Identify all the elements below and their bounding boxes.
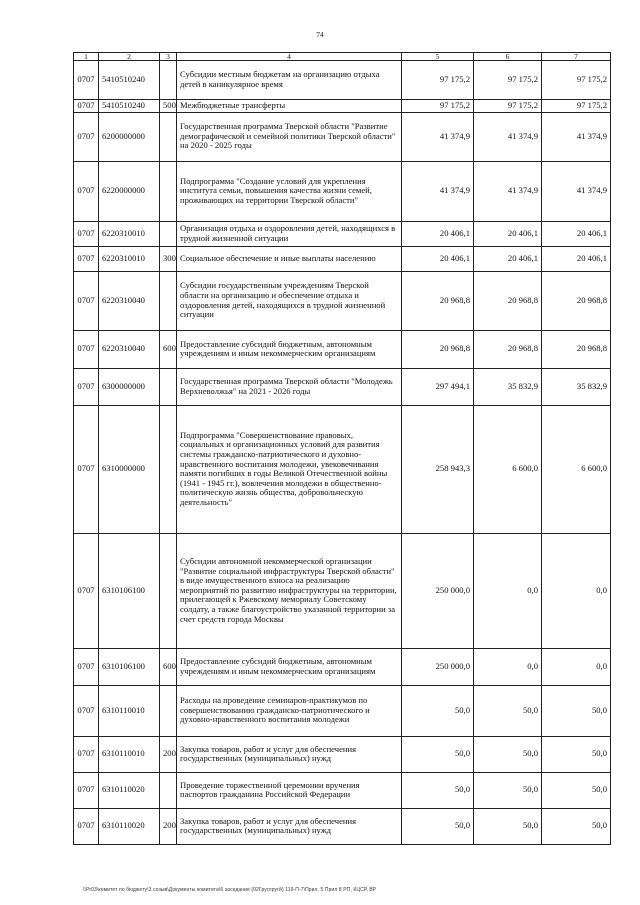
target-article-cell: 6310000000	[99, 405, 160, 533]
amount-year1-cell: 97 175,2	[402, 100, 474, 113]
table-row	[74, 112, 611, 161]
column-number: 2	[99, 53, 160, 61]
section-code-cell: 0707	[74, 221, 99, 246]
budget-table	[73, 52, 611, 845]
amount-year2-cell: 20 968,8	[474, 271, 542, 330]
amount-year2-cell: 0,0	[474, 533, 542, 648]
expense-type-cell: 200	[160, 808, 177, 844]
item-name-cell: Межбюджетные трансферты	[177, 100, 402, 113]
amount-year3-cell: 50,0	[542, 736, 611, 772]
amount-year2-cell: 50,0	[474, 685, 542, 736]
amount-year2-cell: 20 406,1	[474, 246, 542, 271]
amount-year1-cell: 20 968,8	[402, 271, 474, 330]
amount-year2-cell: 41 374,9	[474, 161, 542, 221]
item-name-cell: Субсидии автономной некоммерческой организации "Развитие социальной инфраструктуры Тверской области" в виде имущественного взноса на реализацию мероприятий по развитию инфраструктуры на территории, прилегающей к Ржевскому мемориалу Советскому солдату, а также благоустройство указанной территории за счет средств города Москвы	[177, 533, 402, 648]
amount-year1-cell: 258 943,3	[402, 405, 474, 533]
amount-year3-cell: 50,0	[542, 772, 611, 808]
table-row	[74, 405, 611, 533]
section-code-cell: 0707	[74, 533, 99, 648]
table-row	[74, 221, 611, 246]
section-code-cell: 0707	[74, 685, 99, 736]
target-article-cell: 6310106100	[99, 533, 160, 648]
table-row	[74, 533, 611, 648]
item-name-cell: Расходы на проведение семинаров-практикумов по совершенствованию гражданско-патриотического и духовно-нравственного воспитания молодежи	[177, 685, 402, 736]
section-code-cell: 0707	[74, 405, 99, 533]
amount-year2-cell: 20 406,1	[474, 221, 542, 246]
target-article-cell: 5410510240	[99, 100, 160, 113]
section-code-cell: 0707	[74, 648, 99, 685]
expense-type-cell	[160, 368, 177, 405]
table-row	[74, 246, 611, 271]
item-name-cell: Предоставление субсидий бюджетным, автономным учреждениям и иным некоммерческим организациям	[177, 648, 402, 685]
amount-year1-cell: 50,0	[402, 685, 474, 736]
item-name-cell: Субсидии государственным учреждениям Тверской области на организацию и обеспечение отдыха и оздоровления детей, находящихся в трудной жизненной ситуации	[177, 271, 402, 330]
item-name-cell: Подпрограмма "Создание условий для укрепления института семьи, повышения качества жизни семей, проживающих на территории Тверской области"	[177, 161, 402, 221]
amount-year2-cell: 35 832,9	[474, 368, 542, 405]
table-row	[74, 100, 611, 113]
section-code-cell: 0707	[74, 161, 99, 221]
table-row	[74, 61, 611, 100]
target-article-cell: 6220310040	[99, 271, 160, 330]
item-name-cell: Закупка товаров, работ и услуг для обеспечения государственных (муниципальных) нужд	[177, 808, 402, 844]
item-name-cell: Субсидии местным бюджетам на организацию отдыха детей в каникулярное время	[177, 61, 402, 100]
target-article-cell: 6310110010	[99, 685, 160, 736]
target-article-cell: 6220310010	[99, 246, 160, 271]
table-row	[74, 330, 611, 368]
amount-year2-cell: 97 175,2	[474, 61, 542, 100]
column-number-row	[74, 53, 611, 61]
amount-year3-cell: 50,0	[542, 808, 611, 844]
amount-year3-cell: 0,0	[542, 533, 611, 648]
amount-year1-cell: 41 374,9	[402, 112, 474, 161]
item-name-cell: Социальное обеспечение и иные выплаты населению	[177, 246, 402, 271]
amount-year2-cell: 97 175,2	[474, 100, 542, 113]
amount-year3-cell: 20 406,1	[542, 221, 611, 246]
amount-year1-cell: 20 968,8	[402, 330, 474, 368]
column-number: 5	[402, 53, 474, 61]
section-code-cell: 0707	[74, 736, 99, 772]
section-code-cell: 0707	[74, 271, 99, 330]
expense-type-cell	[160, 533, 177, 648]
column-number: 3	[160, 53, 177, 61]
amount-year2-cell: 50,0	[474, 808, 542, 844]
target-article-cell: 6310106100	[99, 648, 160, 685]
expense-type-cell: 200	[160, 736, 177, 772]
target-article-cell: 6200000000	[99, 112, 160, 161]
page-number: 74	[316, 30, 324, 39]
amount-year3-cell: 50,0	[542, 685, 611, 736]
expense-type-cell	[160, 772, 177, 808]
item-name-cell: Предоставление субсидий бюджетным, автономным учреждениям и иным некоммерческим организациям	[177, 330, 402, 368]
expense-type-cell: 600	[160, 648, 177, 685]
amount-year3-cell: 97 175,2	[542, 61, 611, 100]
amount-year2-cell: 50,0	[474, 736, 542, 772]
target-article-cell: 6310110010	[99, 736, 160, 772]
document-path-footer: \\Pr03\комитет по бюджету\3 созыв\Документы комитета\6 заседание (02Груглругй) 119-П-7\Прил. 5 Прил 8 РП, КЦСР, ВР	[83, 887, 377, 893]
target-article-cell: 6220310010	[99, 221, 160, 246]
column-number: 1	[74, 53, 99, 61]
target-article-cell: 6310110020	[99, 772, 160, 808]
amount-year3-cell: 20 968,8	[542, 271, 611, 330]
amount-year2-cell: 41 374,9	[474, 112, 542, 161]
expense-type-cell	[160, 271, 177, 330]
section-code-cell: 0707	[74, 246, 99, 271]
amount-year1-cell: 20 406,1	[402, 221, 474, 246]
item-name-cell: Организация отдыха и оздоровления детей, находящихся в трудной жизненной ситуации	[177, 221, 402, 246]
section-code-cell: 0707	[74, 772, 99, 808]
item-name-cell: Государственная программа Тверской области "Развитие демографической и семейной политики Тверской области" на 2020 - 2025 годы	[177, 112, 402, 161]
expense-type-cell	[160, 112, 177, 161]
amount-year3-cell: 20 968,8	[542, 330, 611, 368]
table-row	[74, 772, 611, 808]
amount-year1-cell: 250 000,0	[402, 533, 474, 648]
amount-year1-cell: 50,0	[402, 772, 474, 808]
table-row	[74, 685, 611, 736]
table-row	[74, 736, 611, 772]
expense-type-cell	[160, 161, 177, 221]
amount-year2-cell: 20 968,8	[474, 330, 542, 368]
section-code-cell: 0707	[74, 808, 99, 844]
amount-year3-cell: 41 374,9	[542, 112, 611, 161]
column-number: 4	[177, 53, 402, 61]
column-number: 6	[474, 53, 542, 61]
section-code-cell: 0707	[74, 330, 99, 368]
table-row	[74, 808, 611, 844]
expense-type-cell: 600	[160, 330, 177, 368]
item-name-cell: Проведение торжественной церемонии вручения паспортов гражданина Российской Федерации	[177, 772, 402, 808]
expense-type-cell	[160, 405, 177, 533]
amount-year1-cell: 250 000,0	[402, 648, 474, 685]
amount-year2-cell: 6 600,0	[474, 405, 542, 533]
column-number: 7	[542, 53, 611, 61]
table-row	[74, 271, 611, 330]
amount-year2-cell: 0,0	[474, 648, 542, 685]
item-name-cell: Подпрограмма "Совершенствование правовых, социальных и организационных условий для развития системы гражданско-патриотического и духовно-нравственного воспитания молодежи, увековечивания памяти погибших в годы Великой Отечественной войны (1941 - 1945 гг.), вовлечения молодежи в общественно-политическую жизнь общества, добровольческую деятельность"	[177, 405, 402, 533]
amount-year1-cell: 50,0	[402, 736, 474, 772]
amount-year3-cell: 35 832,9	[542, 368, 611, 405]
item-name-cell: Государственная программа Тверской области "Молодежь Верхневолжья" на 2021 - 2026 годы	[177, 368, 402, 405]
item-name-cell: Закупка товаров, работ и услуг для обеспечения государственных (муниципальных) нужд	[177, 736, 402, 772]
amount-year3-cell: 6 600,0	[542, 405, 611, 533]
amount-year2-cell: 50,0	[474, 772, 542, 808]
amount-year1-cell: 50,0	[402, 808, 474, 844]
section-code-cell: 0707	[74, 100, 99, 113]
amount-year3-cell: 97 175,2	[542, 100, 611, 113]
amount-year3-cell: 20 406,1	[542, 246, 611, 271]
amount-year1-cell: 97 175,2	[402, 61, 474, 100]
target-article-cell: 6310110020	[99, 808, 160, 844]
table-row	[74, 368, 611, 405]
section-code-cell: 0707	[74, 112, 99, 161]
expense-type-cell	[160, 685, 177, 736]
target-article-cell: 6300000000	[99, 368, 160, 405]
amount-year1-cell: 297 494,1	[402, 368, 474, 405]
table-row	[74, 161, 611, 221]
amount-year3-cell: 41 374,9	[542, 161, 611, 221]
section-code-cell: 0707	[74, 368, 99, 405]
target-article-cell: 6220000000	[99, 161, 160, 221]
target-article-cell: 6220310040	[99, 330, 160, 368]
target-article-cell: 5410510240	[99, 61, 160, 100]
amount-year1-cell: 20 406,1	[402, 246, 474, 271]
expense-type-cell	[160, 221, 177, 246]
amount-year3-cell: 0,0	[542, 648, 611, 685]
table-row	[74, 648, 611, 685]
expense-type-cell	[160, 61, 177, 100]
expense-type-cell: 300	[160, 246, 177, 271]
amount-year1-cell: 41 374,9	[402, 161, 474, 221]
section-code-cell: 0707	[74, 61, 99, 100]
expense-type-cell: 500	[160, 100, 177, 113]
